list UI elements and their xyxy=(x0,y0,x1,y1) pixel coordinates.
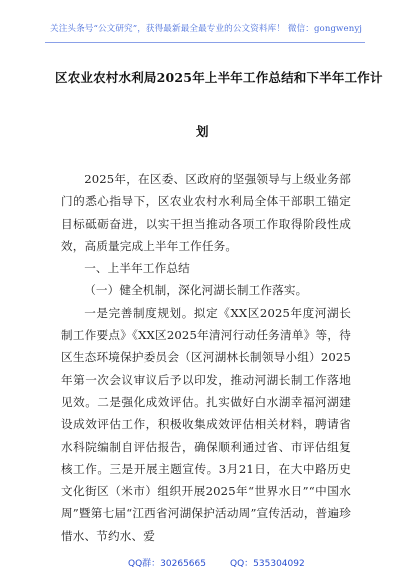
document-body xyxy=(61,168,351,547)
footer xyxy=(0,556,408,570)
subsection-heading: （一）健全机制，深化河湖长制工作落实。 xyxy=(84,283,308,298)
body-paragraph: 一是完善制度规划。拟定《XX区2025年度河湖长制工作要点》《XX区2025年清河行动任务清单》等，待区生态环境保护委员会（区河湖林长制领导小组）2025年第一次会议审议后予以印发，推动河湖长制工作落地见效。二是强化成效评估。扎实做好白水湖幸福河湖建设成效评估工作，积极收集成效评估相关材料，聘请省水科院编制自评估报告，确保顺利通过省、市评估组复核工作。三是开展主题宣传。3月21日，在大中路历史文化街区（米市）组织开展2025年“世界水日”“中国水周”暨第七届“江西省河湖保护活动周”宣传活动，普遍珍惜水、节约水、爱 xyxy=(61,305,351,543)
header-divider xyxy=(45,42,365,43)
header-banner: 关注头条号“公文研究”，获得最新最全最专业的公文资料库！ 微信：gongwenyj xyxy=(50,24,363,34)
document-title-continuation: 划 xyxy=(196,124,209,139)
section-heading: 一、上半年工作总结 xyxy=(84,261,190,276)
document-title: 区农业农村水利局2025年上半年工作总结和下半年工作计 xyxy=(55,70,383,85)
intro-paragraph: 2025年，在区委、区政府的坚强领导与上级业务部门的悉心指导下，区农业农村水利局全体干部职工锚定目标砥砺奋进，以实干担当推动各项工作取得阶段性成效，高质量完成上半年工作任务。 xyxy=(61,172,351,253)
footer-qq-contact: QQ：535304092 xyxy=(230,559,305,569)
footer-qq-group: QQ群：30265665 xyxy=(128,559,206,569)
